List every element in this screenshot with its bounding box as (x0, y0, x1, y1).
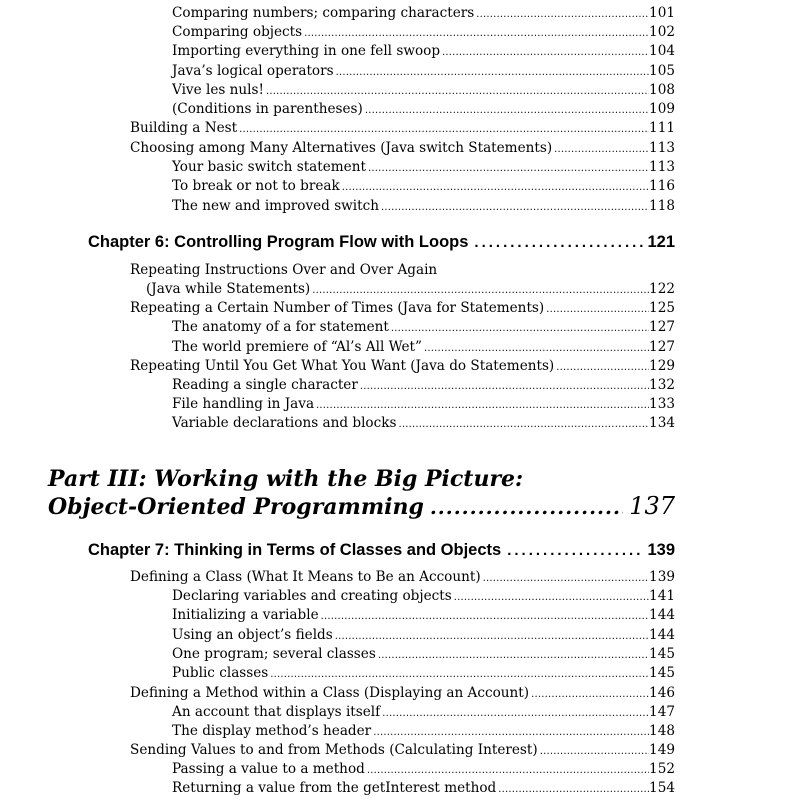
entry-page: 113 (649, 159, 675, 175)
entry-page: 148 (649, 723, 675, 739)
dot-leader (360, 377, 649, 396)
entry-title: Your basic switch statement (172, 159, 366, 175)
toc-entry (172, 760, 675, 779)
part-page: 137 (629, 492, 675, 520)
dot-leader (531, 685, 649, 704)
dot-leader (540, 742, 649, 761)
toc-entry (172, 703, 675, 722)
entry-title: Reading a single character (172, 377, 358, 393)
dot-leader (442, 43, 649, 62)
chapter-title: Chapter 6: Controlling Program Flow with Loops (88, 233, 469, 251)
entry-title: Using an object’s fields (172, 627, 333, 643)
entry-title: (Conditions in parentheses) (172, 101, 363, 117)
entry-title: Comparing objects (172, 24, 303, 40)
entry-title: The anatomy of a for statement (172, 319, 389, 335)
dot-leader (321, 607, 649, 626)
dot-leader (507, 540, 643, 562)
entry-page: 152 (649, 761, 675, 777)
dot-leader (373, 723, 649, 742)
entry-title: To break or not to break (172, 178, 340, 194)
entry-page: 132 (649, 377, 675, 393)
entry-page: 101 (649, 5, 675, 21)
dot-leader (378, 646, 649, 665)
entry-title: The display method’s header (172, 723, 372, 739)
toc-entry (172, 177, 675, 196)
toc-entry (172, 23, 675, 42)
dot-leader (556, 358, 649, 377)
dot-leader (312, 281, 649, 300)
dot-leader (335, 627, 649, 646)
dot-leader (476, 5, 649, 24)
toc-entry (130, 568, 675, 587)
entry-title: Declaring variables and creating objects (172, 588, 452, 604)
dot-leader (367, 761, 649, 780)
dot-leader (430, 493, 623, 521)
toc-entry (130, 684, 675, 703)
dot-leader (554, 140, 649, 159)
toc-entry (172, 626, 675, 645)
entry-title: Returning a value from the getInterest method (172, 780, 497, 796)
dot-leader (239, 120, 649, 139)
dot-leader (365, 101, 649, 120)
entry-page: 127 (649, 339, 675, 355)
dot-leader (474, 232, 643, 254)
entry-title: One program; several classes (172, 646, 376, 662)
entry-title: The new and improved switch (172, 198, 379, 214)
toc-entry (172, 395, 675, 414)
entry-page: 145 (649, 646, 675, 662)
chapter-7-heading (88, 539, 675, 561)
entry-page: 147 (649, 704, 675, 720)
entry-title: The world premiere of “Al’s All Wet” (172, 339, 422, 355)
entry-title: Vive les nuls! (172, 82, 264, 98)
dot-leader (381, 198, 649, 217)
entry-title: Importing everything in one fell swoop (172, 43, 441, 59)
entry-title: (Java while Statements) (146, 281, 311, 297)
entry-page: 109 (649, 101, 675, 117)
toc-entry (172, 62, 675, 81)
dot-leader (546, 300, 649, 319)
toc-entry (172, 779, 675, 798)
entry-page: 139 (649, 569, 675, 585)
entry-title: Defining a Method within a Class (Displaying an Account) (130, 685, 530, 701)
entry-title: An account that displays itself (172, 704, 381, 720)
entry-page: 102 (649, 24, 675, 40)
entry-page: 134 (649, 415, 675, 431)
dot-leader (304, 24, 649, 43)
part-title-line-2: Object-Oriented Programming (48, 494, 424, 520)
entry-page: 105 (649, 63, 675, 79)
entry-page: 133 (649, 396, 675, 412)
entry-page: 108 (649, 82, 675, 98)
chapter-6-heading (88, 231, 675, 253)
toc-entry (130, 299, 675, 318)
dot-leader (270, 665, 649, 684)
toc-entry (172, 4, 675, 23)
toc-entry (172, 318, 675, 337)
part-3-title-line-1: Part III: Working with the Big Picture: (48, 466, 524, 492)
entry-page: 129 (649, 358, 675, 374)
toc-entry (172, 606, 675, 625)
entry-title: Choosing among Many Alternatives (Java switch Statements) (130, 140, 553, 156)
entry-title: Defining a Class (What It Means to Be an Account) (130, 569, 481, 585)
toc-entry (172, 414, 675, 433)
dot-leader (368, 159, 649, 178)
toc-entry (172, 158, 675, 177)
toc-entry (172, 722, 675, 741)
dot-leader (498, 780, 649, 799)
entry-title-first-line: Repeating Instructions Over and Over Again (130, 262, 438, 278)
entry-title: Sending Values to and from Methods (Calculating Interest) (130, 742, 538, 758)
dot-leader (316, 396, 649, 415)
toc-entry (172, 338, 675, 357)
entry-page: 145 (649, 665, 675, 681)
entry-title: Public classes (172, 665, 269, 681)
entry-page: 118 (649, 198, 675, 214)
chapter-page: 121 (647, 233, 675, 251)
dot-leader (266, 82, 649, 101)
part-3-heading (48, 492, 675, 520)
entry-page: 125 (649, 300, 675, 316)
entry-page: 146 (649, 685, 675, 701)
toc-entry (146, 280, 675, 299)
entry-page: 127 (649, 319, 675, 335)
toc-entry (172, 197, 675, 216)
chapter-page: 139 (647, 541, 675, 559)
toc-entry (130, 357, 675, 376)
toc-entry (130, 741, 675, 760)
entry-page: 154 (649, 780, 675, 796)
dot-leader (483, 569, 649, 588)
entry-title: Initializing a variable (172, 607, 319, 623)
dot-leader (382, 704, 649, 723)
toc-entry (130, 119, 675, 138)
entry-title: Building a Nest (130, 120, 238, 136)
dot-leader (336, 63, 649, 82)
entry-title: Repeating a Certain Number of Times (Java for Statements) (130, 300, 545, 316)
dot-leader (391, 319, 649, 338)
entry-title: Passing a value to a method (172, 761, 365, 777)
entry-title: Variable declarations and blocks (172, 415, 397, 431)
entry-title: File handling in Java (172, 396, 315, 412)
toc-entry (172, 587, 675, 606)
dot-leader (398, 415, 649, 434)
toc-entry (130, 139, 675, 158)
entry-title: Comparing numbers; comparing characters (172, 5, 475, 21)
entry-page: 144 (649, 627, 675, 643)
entry-title: Repeating Until You Get What You Want (Java do Statements) (130, 358, 555, 374)
dot-leader (424, 339, 649, 358)
toc-entry (172, 100, 675, 119)
entry-page: 113 (649, 140, 675, 156)
entry-page: 141 (649, 588, 675, 604)
entry-page: 111 (649, 120, 675, 136)
entry-title: Java’s logical operators (172, 63, 334, 79)
toc-entry (172, 664, 675, 683)
toc-entry (172, 42, 675, 61)
toc-entry (172, 81, 675, 100)
toc-entry (172, 376, 675, 395)
dot-leader (454, 588, 649, 607)
entry-page: 104 (649, 43, 675, 59)
toc-entry (172, 645, 675, 664)
entry-page: 116 (649, 178, 675, 194)
entry-page: 149 (649, 742, 675, 758)
entry-page: 122 (649, 281, 675, 297)
dot-leader (342, 178, 649, 197)
entry-page: 144 (649, 607, 675, 623)
chapter-title: Chapter 7: Thinking in Terms of Classes and Objects (88, 541, 502, 559)
